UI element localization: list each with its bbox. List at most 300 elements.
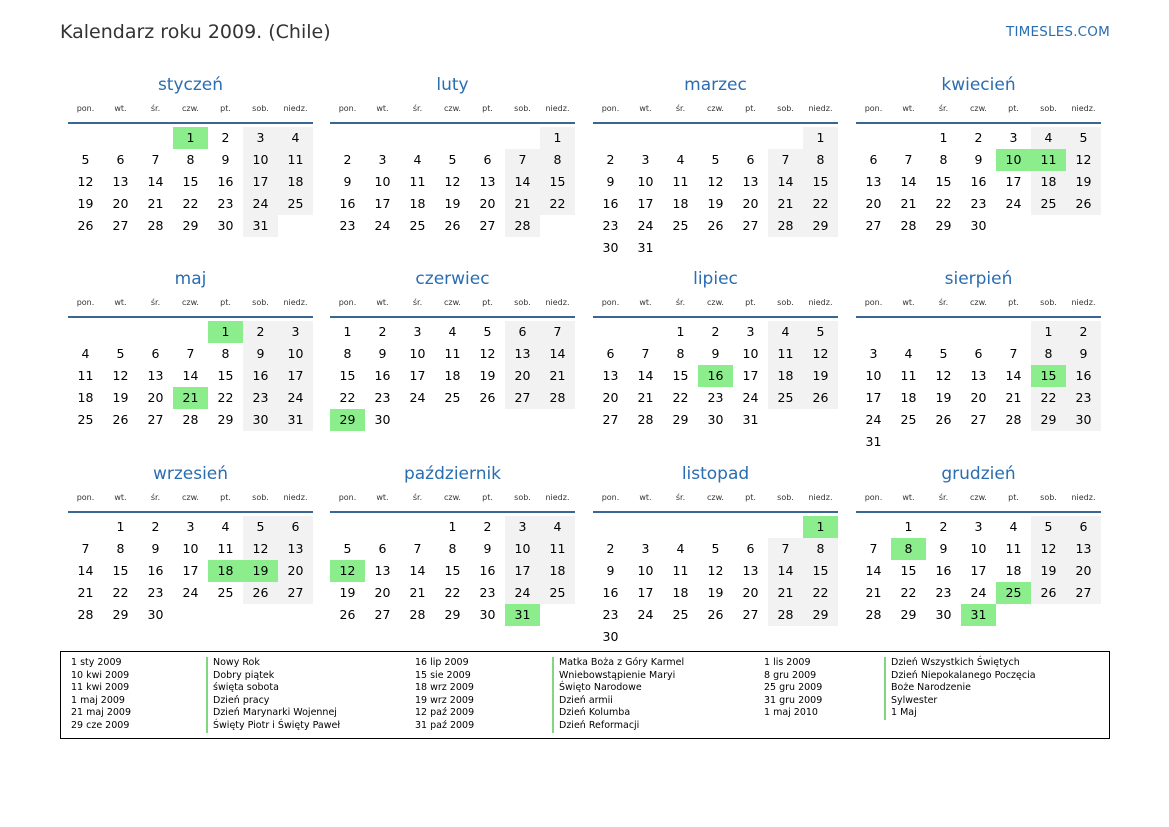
weekday-label: niedz. <box>808 298 833 307</box>
day-cell: 30 <box>147 607 164 622</box>
holiday-date: 1 maj 2010 <box>764 707 818 719</box>
day-cell: 13 <box>865 174 882 189</box>
empty-cell <box>628 321 663 343</box>
day-cell: 29 <box>803 604 838 626</box>
day-cell: 27 <box>374 607 391 622</box>
weekday-label: pt. <box>220 104 231 113</box>
holiday-date: 18 wrz 2009 <box>415 682 474 694</box>
month-1 <box>68 72 313 237</box>
day-cell: 1 <box>904 519 913 534</box>
day-cell: 24 <box>1005 196 1022 211</box>
weekday-header <box>330 98 575 119</box>
month-6 <box>330 266 575 431</box>
day-cell: 20 <box>278 560 313 582</box>
day-cell: 23 <box>374 390 391 405</box>
day-cell: 10 <box>970 541 987 556</box>
day-cell: 6 <box>483 152 492 167</box>
day-cell: 27 <box>1066 582 1101 604</box>
holiday-name: Dzień Niepokalanego Poczęcia <box>884 670 1036 683</box>
weekday-label: sob. <box>252 104 269 113</box>
month-name: styczeń <box>157 75 224 95</box>
day-cell: 1 <box>448 519 457 534</box>
day-cell: 5 <box>448 152 457 167</box>
weekday-label: pt. <box>745 104 756 113</box>
weekday-label: pt. <box>1008 493 1019 502</box>
day-cell: 16 <box>602 196 619 211</box>
day-cell: 16 <box>147 563 164 578</box>
weekday-header <box>68 292 313 313</box>
day-cell: 4 <box>768 321 803 343</box>
day-cell: 7 <box>413 541 422 556</box>
day-cell: 29 <box>803 215 838 237</box>
weekday-header <box>593 292 838 313</box>
empty-cell <box>400 516 435 538</box>
day-cell: 25 <box>278 193 313 215</box>
day-cell: 8 <box>803 538 838 560</box>
day-cell: 10 <box>182 541 199 556</box>
header-divider <box>330 122 575 124</box>
day-cell: 26 <box>339 607 356 622</box>
day-cell: 11 <box>540 538 575 560</box>
day-cell: 27 <box>742 607 759 622</box>
day-cell: 22 <box>803 582 838 604</box>
day-cell: 4 <box>540 516 575 538</box>
day-cell: 19 <box>1031 560 1066 582</box>
month-11 <box>593 461 838 648</box>
day-cell: 9 <box>711 346 720 361</box>
day-cell: 4 <box>904 346 913 361</box>
day-cell: 12 <box>77 174 94 189</box>
day-grid <box>593 516 838 648</box>
day-cell: 26 <box>803 387 838 409</box>
day-cell: 2 <box>483 519 492 534</box>
page-title: Kalendarz roku 2009. (Chile) <box>60 21 331 43</box>
holiday-name: Święto Narodowe <box>552 682 684 695</box>
day-cell: 22 <box>540 193 575 215</box>
weekday-label: sob. <box>1040 493 1057 502</box>
day-cell: 9 <box>483 541 492 556</box>
empty-cell <box>926 321 961 343</box>
month-name: maj <box>174 269 207 289</box>
day-cell: 3 <box>1009 130 1018 145</box>
day-cell: 25 <box>77 412 94 427</box>
day-cell: 28 <box>409 607 426 622</box>
day-cell: 17 <box>637 196 654 211</box>
day-cell: 4 <box>676 541 685 556</box>
day-cell: 26 <box>112 412 129 427</box>
day-cell: 31 <box>505 604 540 626</box>
header-divider <box>68 511 313 513</box>
day-cell: 6 <box>505 321 540 343</box>
day-cell: 24 <box>243 193 278 215</box>
day-grid <box>68 321 313 431</box>
day-cell: 14 <box>505 171 540 193</box>
day-cell: 30 <box>602 240 619 255</box>
weekday-label: sob. <box>1040 104 1057 113</box>
day-cell: 20 <box>742 585 759 600</box>
empty-cell <box>365 516 400 538</box>
day-cell: 30 <box>243 409 278 431</box>
weekday-label: śr. <box>412 493 423 502</box>
day-cell: 23 <box>243 387 278 409</box>
day-cell: 19 <box>935 390 952 405</box>
weekday-label: pon. <box>864 493 883 502</box>
weekday-label: wt. <box>376 104 389 113</box>
day-cell: 29 <box>935 218 952 233</box>
day-cell: 8 <box>343 346 352 361</box>
month-8 <box>856 266 1101 453</box>
day-cell: 17 <box>637 585 654 600</box>
day-cell: 1 <box>208 321 243 343</box>
weekday-label: pon. <box>338 493 357 502</box>
header-divider <box>856 122 1101 124</box>
weekday-label: niedz. <box>545 493 570 502</box>
day-cell: 20 <box>742 196 759 211</box>
day-cell: 28 <box>900 218 917 233</box>
day-cell: 18 <box>1005 563 1022 578</box>
day-cell: 25 <box>996 582 1031 604</box>
month-name: październik <box>403 464 502 484</box>
day-cell: 14 <box>768 560 803 582</box>
empty-cell <box>68 127 103 149</box>
day-cell: 27 <box>505 387 540 409</box>
weekday-label: pon. <box>338 298 357 307</box>
empty-cell <box>470 127 505 149</box>
day-cell: 18 <box>1031 171 1066 193</box>
month-7 <box>593 266 838 431</box>
weekday-label: wt. <box>639 298 652 307</box>
empty-cell <box>505 127 540 149</box>
day-cell: 3 <box>505 516 540 538</box>
empty-cell <box>733 127 768 149</box>
day-cell: 10 <box>505 538 540 560</box>
weekday-label: śr. <box>938 298 949 307</box>
day-cell: 28 <box>540 387 575 409</box>
day-cell: 16 <box>935 563 952 578</box>
day-cell: 28 <box>505 215 540 237</box>
weekday-label: pt. <box>220 298 231 307</box>
empty-cell <box>400 127 435 149</box>
weekday-label: pon. <box>338 104 357 113</box>
holiday-name: 1 Maj <box>884 707 1036 720</box>
weekday-label: wt. <box>639 493 652 502</box>
day-cell: 15 <box>672 368 689 383</box>
weekday-label: pt. <box>482 298 493 307</box>
holiday-date: 19 wrz 2009 <box>415 694 474 706</box>
day-cell: 27 <box>970 412 987 427</box>
empty-cell <box>103 321 138 343</box>
day-cell: 15 <box>803 171 838 193</box>
day-cell: 23 <box>602 218 619 233</box>
day-cell: 16 <box>217 174 234 189</box>
holiday-date: 1 maj 2009 <box>71 694 125 706</box>
weekday-label: wt. <box>902 298 915 307</box>
weekday-label: pt. <box>745 298 756 307</box>
day-cell: 15 <box>444 563 461 578</box>
day-cell: 3 <box>278 321 313 343</box>
day-cell: 19 <box>707 196 724 211</box>
day-cell: 2 <box>974 130 983 145</box>
day-cell: 2 <box>606 152 615 167</box>
legend-dates-column-1 <box>71 657 131 733</box>
day-cell: 27 <box>147 412 164 427</box>
day-cell: 2 <box>939 519 948 534</box>
weekday-header <box>330 487 575 508</box>
day-cell: 17 <box>865 390 882 405</box>
day-cell: 4 <box>1009 519 1018 534</box>
weekday-label: niedz. <box>1071 493 1096 502</box>
day-cell: 9 <box>221 152 230 167</box>
day-cell: 30 <box>707 412 724 427</box>
weekday-label: pt. <box>1008 298 1019 307</box>
holiday-legend <box>60 651 1110 739</box>
weekday-label: czw. <box>970 104 987 113</box>
weekday-header <box>68 487 313 508</box>
weekday-label: pon. <box>76 493 95 502</box>
weekday-label: czw. <box>970 298 987 307</box>
empty-cell <box>663 516 698 538</box>
day-cell: 29 <box>330 409 365 431</box>
day-cell: 11 <box>217 541 234 556</box>
day-cell: 6 <box>151 346 160 361</box>
day-cell: 14 <box>1005 368 1022 383</box>
day-cell: 12 <box>444 174 461 189</box>
day-cell: 8 <box>186 152 195 167</box>
weekday-label: czw. <box>444 104 461 113</box>
day-cell: 21 <box>147 196 164 211</box>
day-cell: 19 <box>444 196 461 211</box>
day-cell: 15 <box>217 368 234 383</box>
weekday-label: śr. <box>938 493 949 502</box>
day-cell: 6 <box>1066 516 1101 538</box>
weekday-label: czw. <box>444 298 461 307</box>
empty-cell <box>891 127 926 149</box>
weekday-label: sob. <box>252 493 269 502</box>
holiday-date: 21 maj 2009 <box>71 707 132 719</box>
day-grid <box>593 127 838 259</box>
day-cell: 27 <box>278 582 313 604</box>
day-cell: 31 <box>243 215 278 237</box>
month-5 <box>68 266 313 431</box>
day-cell: 12 <box>243 538 278 560</box>
day-cell: 6 <box>606 346 615 361</box>
day-cell: 6 <box>116 152 125 167</box>
day-cell: 29 <box>182 218 199 233</box>
empty-cell <box>68 321 103 343</box>
day-cell: 3 <box>974 519 983 534</box>
day-cell: 25 <box>672 218 689 233</box>
holiday-name: Sylwester <box>884 695 1036 708</box>
weekday-label: niedz. <box>283 104 308 113</box>
day-cell: 24 <box>409 390 426 405</box>
day-cell: 12 <box>330 560 365 582</box>
header-divider <box>856 511 1101 513</box>
day-cell: 24 <box>374 218 391 233</box>
day-cell: 28 <box>768 215 803 237</box>
day-cell: 7 <box>768 149 803 171</box>
day-cell: 19 <box>243 560 278 582</box>
day-cell: 3 <box>186 519 195 534</box>
day-cell: 19 <box>77 196 94 211</box>
month-name: marzec <box>684 75 747 95</box>
holiday-name: Dzień Wszystkich Świętych <box>884 657 1036 670</box>
day-cell: 17 <box>243 171 278 193</box>
day-cell: 11 <box>278 149 313 171</box>
day-cell: 26 <box>707 218 724 233</box>
day-cell: 27 <box>742 218 759 233</box>
day-cell: 22 <box>900 585 917 600</box>
day-cell: 9 <box>606 563 615 578</box>
day-cell: 19 <box>803 365 838 387</box>
weekday-label: pon. <box>601 104 620 113</box>
day-cell: 5 <box>116 346 125 361</box>
empty-cell <box>138 321 173 343</box>
weekday-label: śr. <box>412 298 423 307</box>
day-cell: 23 <box>479 585 496 600</box>
legend-names-column-2 <box>552 657 684 733</box>
day-cell: 22 <box>935 196 952 211</box>
day-cell: 24 <box>970 585 987 600</box>
day-cell: 21 <box>173 387 208 409</box>
day-cell: 30 <box>970 218 987 233</box>
day-cell: 7 <box>904 152 913 167</box>
day-cell: 13 <box>742 563 759 578</box>
day-cell: 21 <box>409 585 426 600</box>
weekday-label: śr. <box>675 493 686 502</box>
day-cell: 8 <box>540 149 575 171</box>
day-cell: 28 <box>182 412 199 427</box>
day-cell: 17 <box>409 368 426 383</box>
day-cell: 27 <box>865 218 882 233</box>
day-cell: 17 <box>742 368 759 383</box>
day-cell: 3 <box>413 324 422 339</box>
day-cell: 8 <box>116 541 125 556</box>
empty-cell <box>663 127 698 149</box>
day-cell: 30 <box>217 218 234 233</box>
day-cell: 25 <box>444 390 461 405</box>
empty-cell <box>856 516 891 538</box>
weekday-header <box>856 292 1101 313</box>
day-cell: 14 <box>147 174 164 189</box>
empty-cell <box>733 516 768 538</box>
day-cell: 11 <box>1005 541 1022 556</box>
header-divider <box>856 316 1101 318</box>
day-cell: 31 <box>637 240 654 255</box>
weekday-label: pt. <box>745 493 756 502</box>
weekday-label: pon. <box>864 298 883 307</box>
day-cell: 19 <box>1066 171 1101 193</box>
day-cell: 11 <box>444 346 461 361</box>
day-cell: 21 <box>900 196 917 211</box>
day-cell: 16 <box>1066 365 1101 387</box>
day-cell: 14 <box>409 563 426 578</box>
day-cell: 25 <box>768 387 803 409</box>
day-cell: 5 <box>243 516 278 538</box>
day-cell: 26 <box>479 390 496 405</box>
empty-cell <box>103 127 138 149</box>
holiday-date: 15 sie 2009 <box>415 669 471 681</box>
weekday-label: czw. <box>707 104 724 113</box>
day-cell: 7 <box>505 149 540 171</box>
day-cell: 24 <box>742 390 759 405</box>
weekday-label: niedz. <box>283 493 308 502</box>
day-cell: 3 <box>746 324 755 339</box>
empty-cell <box>891 321 926 343</box>
day-cell: 23 <box>602 607 619 622</box>
day-cell: 14 <box>540 343 575 365</box>
day-cell: 25 <box>672 607 689 622</box>
day-cell: 28 <box>77 607 94 622</box>
weekday-label: pt. <box>482 104 493 113</box>
day-cell: 21 <box>77 585 94 600</box>
brand-link[interactable]: TIMESLES.COM <box>1006 24 1110 40</box>
weekday-label: pon. <box>76 104 95 113</box>
day-cell: 1 <box>1031 321 1066 343</box>
day-cell: 24 <box>182 585 199 600</box>
day-cell: 9 <box>243 343 278 365</box>
day-cell: 16 <box>374 368 391 383</box>
day-cell: 29 <box>217 412 234 427</box>
weekday-header <box>593 487 838 508</box>
day-cell: 5 <box>1031 516 1066 538</box>
day-cell: 25 <box>540 582 575 604</box>
day-cell: 10 <box>996 149 1031 171</box>
day-grid <box>68 127 313 237</box>
day-cell: 31 <box>742 412 759 427</box>
day-cell: 21 <box>768 582 803 604</box>
day-cell: 5 <box>711 541 720 556</box>
empty-cell <box>330 127 365 149</box>
day-grid <box>856 516 1101 626</box>
day-cell: 26 <box>444 218 461 233</box>
empty-cell <box>856 321 891 343</box>
day-cell: 20 <box>479 196 496 211</box>
day-cell: 4 <box>676 152 685 167</box>
header-divider <box>593 316 838 318</box>
day-cell: 25 <box>900 412 917 427</box>
day-cell: 10 <box>742 346 759 361</box>
weekday-label: sob. <box>252 298 269 307</box>
weekday-label: pon. <box>601 493 620 502</box>
day-cell: 7 <box>186 346 195 361</box>
day-cell: 3 <box>641 541 650 556</box>
empty-cell <box>698 127 733 149</box>
day-cell: 7 <box>81 541 90 556</box>
holiday-name: Nowy Rok <box>206 657 340 670</box>
day-cell: 3 <box>378 152 387 167</box>
day-cell: 1 <box>803 516 838 538</box>
day-cell: 26 <box>77 218 94 233</box>
day-cell: 1 <box>173 127 208 149</box>
day-cell: 20 <box>1066 560 1101 582</box>
empty-cell <box>856 127 891 149</box>
weekday-label: pt. <box>482 493 493 502</box>
day-cell: 30 <box>479 607 496 622</box>
day-cell: 7 <box>768 538 803 560</box>
empty-cell <box>173 321 208 343</box>
day-cell: 13 <box>374 563 391 578</box>
weekday-label: sob. <box>777 298 794 307</box>
header-divider <box>330 511 575 513</box>
month-name: grudzień <box>941 464 1016 484</box>
empty-cell <box>593 127 628 149</box>
day-cell: 28 <box>768 604 803 626</box>
day-cell: 13 <box>505 343 540 365</box>
day-cell: 2 <box>343 152 352 167</box>
day-cell: 31 <box>865 434 882 449</box>
day-cell: 10 <box>637 563 654 578</box>
day-cell: 15 <box>1031 365 1066 387</box>
